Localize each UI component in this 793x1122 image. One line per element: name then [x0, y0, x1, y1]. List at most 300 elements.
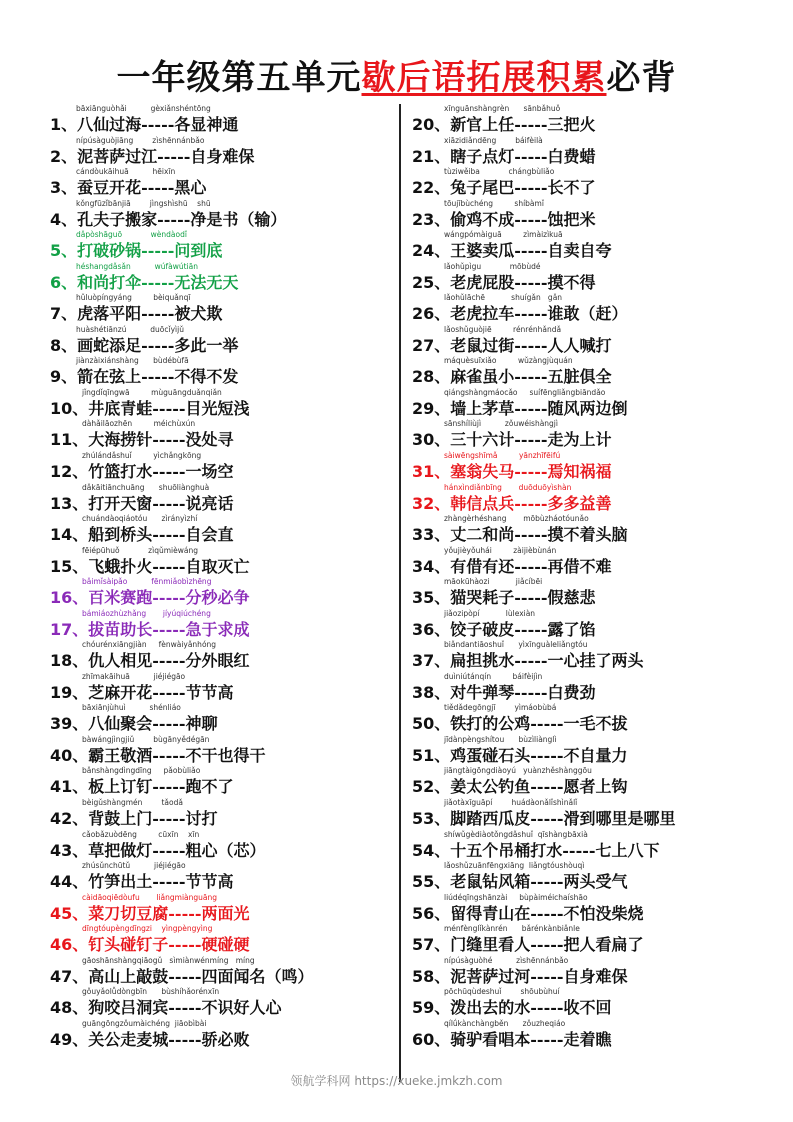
proverb-text: 对牛弹琴-----白费劲 [450, 682, 596, 702]
proverb-text: 八仙聚会-----神聊 [88, 714, 218, 734]
proverb-number: 40、 [50, 745, 89, 765]
proverb-number: 35、 [412, 588, 451, 608]
proverb-pinyin: xīnguānshàngrèn sānbǎhuǒ [444, 104, 561, 113]
proverb-number: 57、 [412, 935, 451, 955]
proverb-pinyin: kǒngfūzǐbānjiā jìngshìshū shū [76, 198, 211, 208]
proverb-number: 55、 [412, 872, 451, 892]
proverb-text: 韩信点兵-----多多益善 [450, 493, 612, 513]
proverb-number: 50、 [412, 714, 451, 734]
proverb-entry [50, 1018, 390, 1050]
proverb-number: 24、 [412, 241, 451, 261]
proverb-line [50, 210, 390, 229]
proverb-line [50, 273, 390, 292]
proverb-number: 1、 [50, 115, 78, 134]
proverb-text: 老虎拉车-----谁敢（赶） [450, 304, 628, 324]
proverb-number: 59、 [412, 998, 451, 1018]
proverb-line [50, 241, 390, 260]
proverb-entry [412, 292, 784, 324]
proverb-text: 新官上任-----三把火 [450, 115, 596, 134]
proverb-pinyin: māokūhàozi jiǎcíbēi [444, 577, 543, 587]
proverb-entry [412, 639, 784, 671]
proverb-number: 48、 [50, 998, 89, 1018]
proverb-text: 芝麻开花-----节节高 [88, 682, 234, 702]
proverb-pinyin: gǒuyǎolǚdòngbīn bùshíhǎorénxīn [82, 987, 220, 997]
proverb-pinyin: máquèsuīxiǎo wǔzàngjùquán [444, 356, 573, 366]
proverb-text: 拔苗助长-----急于求成 [88, 619, 250, 639]
proverb-number: 20、 [412, 115, 451, 134]
proverb-text: 仇人相见-----分外眼红 [88, 651, 250, 671]
proverb-number: 15、 [50, 556, 89, 576]
left-column [50, 103, 390, 1049]
proverb-text: 塞翁失马-----焉知祸福 [450, 462, 612, 482]
proverb-text: 兔子尾巴-----长不了 [450, 178, 596, 198]
proverb-line [50, 935, 390, 954]
proverb-number: 44、 [50, 872, 89, 892]
proverb-line [50, 651, 390, 670]
proverb-entry [50, 860, 390, 892]
proverb-number: 8、 [50, 335, 78, 355]
right-column [412, 103, 784, 1049]
proverb-pinyin: huàshétiānzú duōcǐyìjǔ [76, 324, 184, 334]
proverb-text: 三十六计-----走为上计 [450, 430, 612, 450]
proverb-text: 打开天窗-----说亮话 [88, 493, 234, 513]
proverb-entry [412, 135, 784, 167]
proverb-pinyin: cǎobǎzuòdēng cūxīn xīn [82, 829, 200, 839]
proverb-text: 泥菩萨过河-----自身难保 [450, 966, 628, 986]
proverb-entry [50, 513, 390, 545]
proverb-text: 脚踏西瓜皮-----滑到哪里是哪里 [450, 809, 676, 829]
proverb-number: 43、 [50, 840, 89, 860]
proverb-pinyin: wángpómàiguā zìmàizìkuā [444, 230, 563, 240]
proverb-pinyin: lǎoshǔguòjiē rénrénhǎndǎ [444, 324, 562, 334]
proverb-pinyin: dàhǎilāozhēn méichùxún [82, 419, 196, 429]
proverb-pinyin: bèigǔshàngmén tǎodǎ [82, 798, 183, 808]
proverb-entry [412, 892, 784, 924]
proverb-line [50, 998, 390, 1017]
proverb-line [50, 115, 390, 134]
proverb-pinyin: lǎohǔpìgu mōbùdé [444, 261, 541, 271]
proverb-number: 16、 [50, 588, 89, 608]
proverb-text: 打破砂锅-----问到底 [77, 241, 223, 261]
proverb-entry [412, 765, 784, 797]
proverb-text: 老鼠钻风箱-----两头受气 [450, 872, 628, 892]
proverb-pinyin: xiāzidiǎndēng báifèilà [444, 135, 543, 145]
proverb-text: 钉头碰钉子-----硬碰硬 [88, 935, 250, 955]
proverb-number: 5、 [50, 241, 78, 261]
proverb-entry [412, 261, 784, 293]
proverb-line [50, 430, 390, 449]
proverb-number: 2、 [50, 146, 78, 166]
proverb-text: 麻雀虽小-----五脏俱全 [450, 367, 612, 387]
proverb-text: 老虎屁股-----摸不得 [450, 272, 596, 292]
page-title [0, 58, 793, 98]
proverb-line [50, 841, 390, 860]
proverb-line [50, 557, 390, 576]
proverb-text: 丈二和尚-----摸不着头脑 [450, 525, 628, 545]
proverb-line [50, 620, 390, 639]
proverb-entry [50, 576, 390, 608]
proverb-entry [412, 923, 784, 955]
proverb-number: 41、 [50, 777, 89, 797]
proverb-entry [50, 418, 390, 450]
proverb-text: 瞎子点灯-----白费蜡 [450, 146, 596, 166]
proverb-text: 船到桥头-----自会直 [88, 525, 234, 545]
proverb-line [50, 872, 390, 891]
proverb-number: 25、 [412, 272, 451, 292]
proverb-pinyin: zhīmakāihuā jiéjiégāo [82, 671, 186, 681]
proverb-text: 墙上茅草-----随风两边倒 [450, 398, 628, 418]
proverb-line [412, 714, 784, 733]
title-suffix: 必背 [606, 58, 677, 98]
proverb-number: 58、 [412, 966, 451, 986]
proverb-pinyin: zhúsǔnchūtǔ jiéjiégāo [82, 861, 186, 871]
proverb-entry [50, 545, 390, 577]
proverb-line [412, 494, 784, 513]
proverb-entry [50, 765, 390, 797]
proverb-text: 百米赛跑-----分秒必争 [88, 588, 250, 608]
proverb-text: 板上订钉-----跑不了 [88, 777, 234, 797]
proverb-pinyin: sānshíliùjì zǒuwéishàngjì [444, 419, 558, 429]
proverb-text: 八仙过海-----各显神通 [77, 115, 239, 134]
proverb-pinyin: tiědǎdegōngjī yìmáobùbá [444, 703, 557, 713]
proverb-number: 51、 [412, 745, 451, 765]
proverb-number: 52、 [412, 777, 451, 797]
title-accent: 歇后语拓展积累 [361, 58, 607, 98]
proverb-entry [50, 261, 390, 293]
proverb-pinyin: bāxiānguòhǎi gèxiǎnshéntōng [76, 104, 211, 113]
proverb-text: 泼出去的水-----收不回 [450, 998, 612, 1018]
proverb-text: 孔夫子搬家-----净是书（输） [77, 209, 287, 229]
proverb-entry [412, 860, 784, 892]
proverb-number: 33、 [412, 525, 451, 545]
proverb-text: 十五个吊桶打水-----七上八下 [450, 840, 660, 860]
proverb-line [50, 367, 390, 386]
proverb-line [50, 462, 390, 481]
proverb-number: 45、 [50, 903, 89, 923]
proverb-text: 箭在弦上-----不得不发 [77, 367, 239, 387]
proverb-entry [412, 229, 784, 261]
proverb-number: 18、 [50, 651, 89, 671]
proverb-number: 37、 [412, 651, 451, 671]
proverb-text: 饺子破皮-----露了馅 [450, 619, 596, 639]
proverb-line [412, 1030, 784, 1049]
proverb-line [50, 777, 390, 796]
proverb-entry [50, 955, 390, 987]
proverb-line [50, 525, 390, 544]
proverb-text: 背鼓上门-----讨打 [88, 809, 218, 829]
proverb-text: 铁打的公鸡-----一毛不拔 [450, 714, 628, 734]
proverb-pinyin: duìniútánqín báifèijìn [444, 671, 543, 681]
proverb-text: 老鼠过街-----人人喊打 [450, 335, 612, 355]
proverb-text: 猫哭耗子-----假慈悲 [450, 588, 596, 608]
proverb-entry [50, 103, 390, 135]
proverb-line [412, 620, 784, 639]
proverb-entry [50, 892, 390, 924]
proverb-pinyin: chóurénxiāngjiàn fènwàiyǎnhóng [82, 640, 217, 650]
proverb-pinyin: qiángshàngmáocǎo suífēngliǎngbiāndǎo [444, 387, 606, 397]
proverb-number: 23、 [412, 209, 451, 229]
proverb-number: 29、 [412, 398, 451, 418]
proverb-entry [50, 324, 390, 356]
proverb-text: 骑驴看唱本-----走着瞧 [450, 1029, 612, 1049]
proverb-entry [50, 229, 390, 261]
proverb-number: 6、 [50, 272, 78, 292]
proverb-text: 大海捞针-----没处寻 [88, 430, 234, 450]
proverb-pinyin: fēiépūhuǒ zìqǔmièwáng [82, 545, 198, 555]
proverb-pinyin: tùziwěiba chángbùliǎo [444, 167, 555, 177]
proverb-number: 4、 [50, 209, 78, 229]
proverb-line [412, 872, 784, 891]
proverb-number: 60、 [412, 1029, 451, 1049]
proverb-pinyin: yǒujièyǒuhái zàijièbùnán [444, 545, 557, 555]
proverb-line [412, 210, 784, 229]
proverb-entry [412, 608, 784, 640]
proverb-line [50, 399, 390, 418]
proverb-text: 竹篮打水-----一场空 [88, 462, 234, 482]
proverb-pinyin: gāoshānshàngqiāogǔ sìmiànwénmíng míng [82, 955, 255, 965]
proverb-entry [50, 355, 390, 387]
proverb-entry [50, 292, 390, 324]
proverb-entry [412, 324, 784, 356]
proverb-number: 27、 [412, 335, 451, 355]
proverb-entry [50, 702, 390, 734]
proverb-line [412, 935, 784, 954]
proverb-line [412, 304, 784, 323]
proverb-entry [50, 639, 390, 671]
proverb-text: 高山上敲鼓-----四面闻名（鸣） [88, 966, 314, 986]
proverb-line [412, 904, 784, 923]
proverb-text: 竹笋出土-----节节高 [88, 872, 234, 892]
proverb-text: 狗咬吕洞宾-----不识好人心 [88, 998, 282, 1018]
proverb-line [412, 430, 784, 449]
proverb-text: 和尚打伞-----无法无天 [77, 272, 239, 292]
proverb-pinyin: lǎoshǔzuānfēngxiāng liǎngtóushòuqì [444, 861, 585, 871]
proverb-line [50, 304, 390, 323]
proverb-entry [50, 608, 390, 640]
proverb-number: 42、 [50, 809, 89, 829]
proverb-pinyin: guāngōngzǒumàichéng jiāobìbài [82, 1018, 207, 1028]
proverb-pinyin: liúdéqīngshānzài bùpàiméichaíshāo [444, 892, 588, 902]
proverb-pinyin: càidāoqiēdòufu liǎngmiànguāng [82, 892, 218, 902]
proverb-pinyin: bāxiānjùhuì shénliáo [82, 703, 181, 713]
proverb-pinyin: tōujībùchéng shíbàmǐ [444, 198, 544, 208]
proverb-text: 霸王敬酒-----不干也得干 [88, 745, 266, 765]
proverb-number: 46、 [50, 935, 89, 955]
proverb-number: 19、 [50, 682, 89, 702]
proverb-entry [412, 671, 784, 703]
proverb-entry [50, 829, 390, 861]
proverb-number: 39、 [50, 714, 89, 734]
proverb-number: 10、 [50, 398, 89, 418]
proverb-pinyin: jiǎozipòpí lùlexiàn [444, 608, 536, 618]
proverb-pinyin: bàwángjìngjiǔ bùgānyědégān [82, 734, 210, 744]
proverb-number: 17、 [50, 619, 89, 639]
proverb-line [412, 115, 784, 134]
proverb-entry [412, 418, 784, 450]
proverb-line [412, 746, 784, 765]
proverb-line [50, 336, 390, 355]
proverb-pinyin: jiāngtàigōngdiàoyú yuànzhěshànggōu [444, 766, 592, 776]
column-divider [399, 104, 401, 1082]
proverb-pinyin: chuándàoqiáotóu zìrányìzhí [82, 514, 198, 524]
proverb-pinyin: zhúlándǎshuǐ yìchǎngkōng [82, 451, 202, 461]
proverb-text: 留得青山在-----不怕没柴烧 [450, 903, 644, 923]
watermark: 领航学科网 https://xueke.jmkzh.com [290, 1074, 503, 1088]
proverb-line [50, 746, 390, 765]
proverb-entry [50, 734, 390, 766]
proverb-pinyin: bǎnshàngdìngdīng pǎobùliǎo [82, 766, 201, 776]
proverb-text: 泥菩萨过江-----自身难保 [77, 146, 255, 166]
title-prefix: 一年级第五单元 [116, 58, 362, 98]
proverb-entry [412, 986, 784, 1018]
proverb-number: 53、 [412, 809, 451, 829]
proverb-line [412, 998, 784, 1017]
proverb-entry [50, 671, 390, 703]
proverb-number: 30、 [412, 430, 451, 450]
proverb-line [412, 777, 784, 796]
proverb-line [50, 683, 390, 702]
proverb-text: 有借有还-----再借不难 [450, 556, 612, 576]
proverb-pinyin: dīngtóupèngdīngzi yìngpèngyìng [82, 924, 213, 934]
proverb-number: 54、 [412, 840, 451, 860]
proverb-entry [50, 986, 390, 1018]
proverb-line [50, 904, 390, 923]
proverb-line [412, 367, 784, 386]
proverb-entry [412, 545, 784, 577]
proverb-line [412, 525, 784, 544]
proverb-line [50, 714, 390, 733]
proverb-number: 22、 [412, 178, 451, 198]
proverb-number: 38、 [412, 682, 451, 702]
proverb-number: 28、 [412, 367, 451, 387]
proverb-text: 蚕豆开花-----黑心 [77, 178, 207, 198]
proverb-number: 34、 [412, 556, 451, 576]
proverb-pinyin: jǐngdǐqīngwā mùguāngduǎnqiǎn [82, 387, 222, 397]
proverb-entry [412, 513, 784, 545]
proverb-number: 12、 [50, 462, 89, 482]
proverb-line [50, 967, 390, 986]
proverb-pinyin: dǎpòshāguō wèndàodǐ [76, 230, 187, 240]
proverb-pinyin: jiǎotàxīguāpí huádàonǎlǐshìnǎlǐ [444, 798, 578, 808]
proverb-entry [50, 450, 390, 482]
proverb-number: 31、 [412, 462, 451, 482]
proverb-line [412, 273, 784, 292]
proverb-entry [412, 1018, 784, 1050]
proverb-entry [50, 198, 390, 230]
proverb-entry [412, 702, 784, 734]
proverb-line [412, 683, 784, 702]
proverb-number: 9、 [50, 367, 78, 387]
proverb-pinyin: qílǘkànchàngběn zǒuzheqiáo [444, 1018, 566, 1028]
proverb-number: 21、 [412, 146, 451, 166]
proverb-pinyin: nípúsàguòjiāng zìshēnnánbǎo [76, 135, 205, 145]
proverb-line [50, 494, 390, 513]
proverb-number: 14、 [50, 525, 89, 545]
proverb-pinyin: nípúsàguòhé zìshēnnánbǎo [444, 955, 569, 965]
proverb-text: 飞蛾扑火-----自取灭亡 [88, 556, 250, 576]
proverb-entry [412, 955, 784, 987]
proverb-text: 扁担挑水-----一心挂了两头 [450, 651, 644, 671]
proverb-number: 56、 [412, 903, 451, 923]
proverb-number: 32、 [412, 493, 451, 513]
proverb-pinyin: dǎkāitiānchuāng shuōliànghuà [82, 482, 210, 492]
proverb-number: 47、 [50, 966, 89, 986]
proverb-number: 26、 [412, 304, 451, 324]
proverb-pinyin: hǔluòpíngyáng bèiquǎnqī [76, 293, 191, 303]
proverb-entry [412, 355, 784, 387]
proverb-entry [412, 797, 784, 829]
proverb-line [412, 241, 784, 260]
proverb-text: 姜太公钓鱼-----愿者上钩 [450, 777, 628, 797]
proverb-line [50, 588, 390, 607]
proverb-line [412, 809, 784, 828]
proverb-number: 36、 [412, 619, 451, 639]
proverb-text: 草把做灯-----粗心（芯） [88, 840, 266, 860]
proverb-entry [412, 482, 784, 514]
proverb-text: 菜刀切豆腐-----两面光 [88, 903, 250, 923]
proverb-text: 虎落平阳-----被犬欺 [77, 304, 223, 324]
proverb-line [50, 809, 390, 828]
proverb-entry [412, 450, 784, 482]
proverb-text: 王婆卖瓜-----自卖自夸 [450, 241, 612, 261]
proverb-entry [50, 387, 390, 419]
proverb-line [412, 588, 784, 607]
proverb-line [412, 147, 784, 166]
proverb-entry [50, 797, 390, 829]
proverb-line [412, 178, 784, 197]
proverb-pinyin: héshangdǎsǎn wúfàwútiān [76, 261, 198, 271]
proverb-entry [412, 198, 784, 230]
proverb-pinyin: zhàngèrhéshang mōbùzháotóunǎo [444, 514, 589, 524]
proverb-line [412, 967, 784, 986]
proverb-text: 井底青蛙-----目光短浅 [88, 398, 250, 418]
proverb-text: 画蛇添足-----多此一举 [77, 335, 239, 355]
proverb-line [412, 336, 784, 355]
proverb-entry [50, 166, 390, 198]
proverb-text: 门缝里看人-----把人看扁了 [450, 935, 644, 955]
proverb-line [50, 1030, 390, 1049]
proverb-entry [412, 166, 784, 198]
proverb-number: 13、 [50, 493, 89, 513]
proverb-line [412, 462, 784, 481]
proverb-pinyin: biǎndantiāoshuǐ yìxīnguàleliǎngtóu [444, 640, 588, 650]
proverb-text: 关公走麦城-----骄必败 [88, 1029, 250, 1049]
proverb-entry [412, 576, 784, 608]
proverb-pinyin: bámiáozhùzhǎng jíyúqiúchéng [82, 608, 211, 618]
proverb-pinyin: cándòukāihuā hēixīn [76, 167, 176, 177]
proverb-pinyin: shíwǔgèdiàotǒngdǎshuǐ qīshàngbāxià [444, 829, 588, 839]
proverb-entry [50, 482, 390, 514]
proverb-pinyin: hánxìndiǎnbīng duōduōyìshàn [444, 482, 572, 492]
proverb-pinyin: jiànzàixiánshàng bùdébùfā [76, 356, 189, 366]
proverb-entry [412, 829, 784, 861]
proverb-line [50, 178, 390, 197]
proverb-entry [50, 135, 390, 167]
proverb-entry [412, 103, 784, 135]
proverb-pinyin: sàiwēngshīmǎ yānzhīfēifú [444, 451, 561, 461]
proverb-line [50, 147, 390, 166]
proverb-line [412, 651, 784, 670]
proverb-pinyin: bǎimǐsàipǎo fēnmiǎobìzhēng [82, 577, 212, 587]
proverb-line [412, 399, 784, 418]
proverb-pinyin: ménfènglǐkànrén bǎrénkànbiǎnle [444, 924, 580, 934]
proverb-line [412, 557, 784, 576]
proverb-pinyin: pōchūqùdeshuǐ shōubùhuí [444, 987, 560, 997]
proverb-entry [50, 923, 390, 955]
proverb-pinyin: jīdànpèngshítou bùzìliànglì [444, 734, 557, 744]
proverb-entry [412, 387, 784, 419]
proverb-text: 偷鸡不成-----蚀把米 [450, 209, 596, 229]
